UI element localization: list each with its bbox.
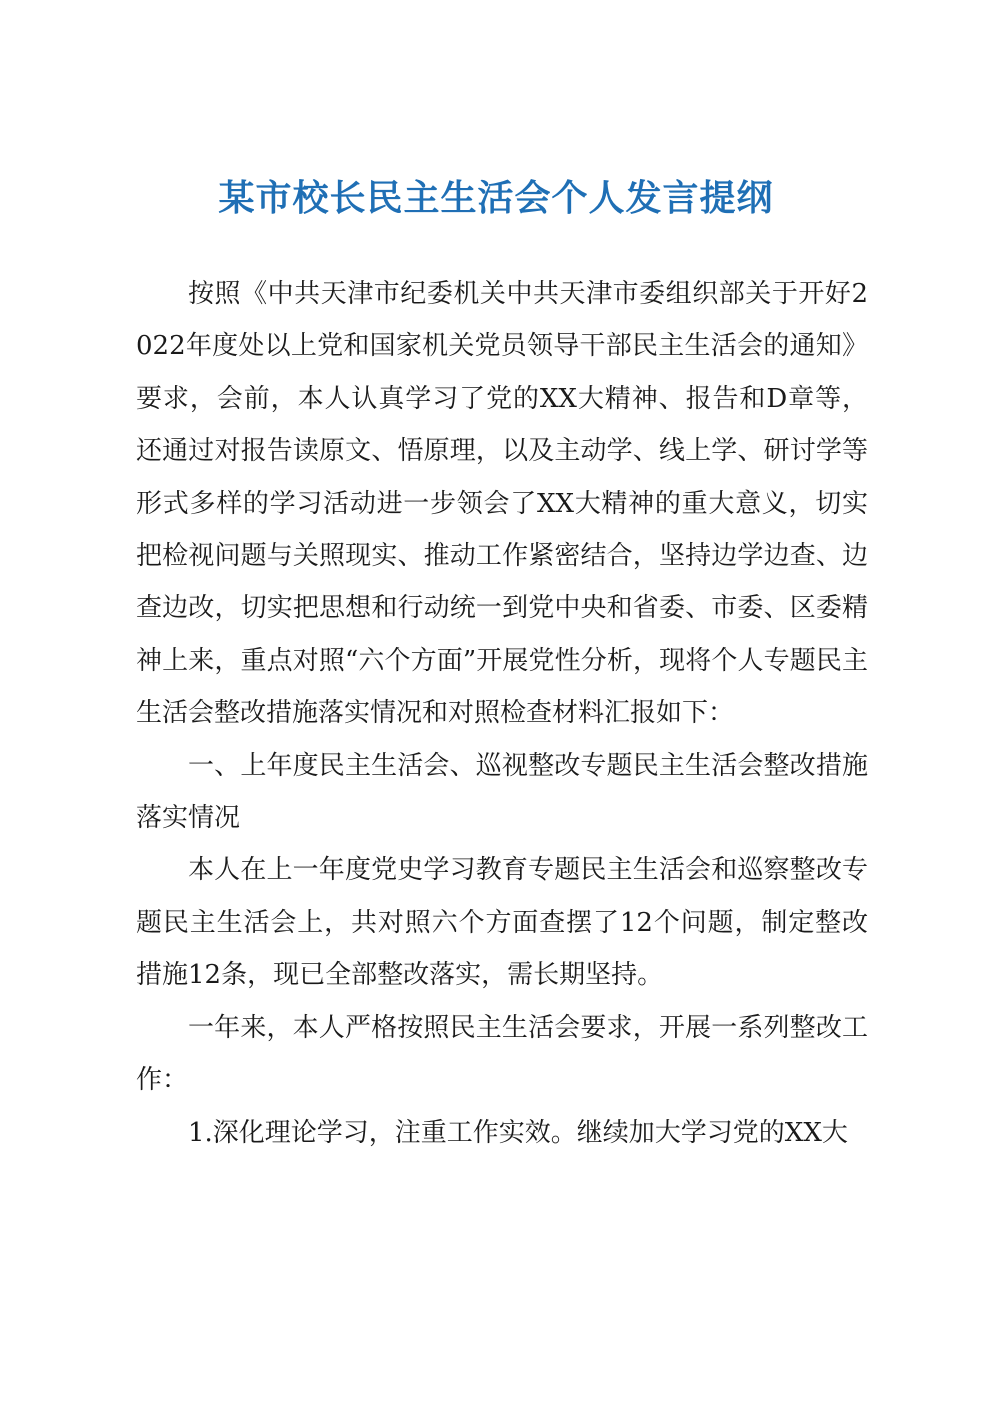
paragraph-work-summary: 一年来，本人严格按照民主生活会要求，开展一系列整改工作： [136, 1012, 868, 1096]
paragraph-intro: 按照《中共天津市纪委机关中共天津市委组织部关于开好2022年度处以上党和国家机关党员领导干部民主生活会的通知》要求，会前，本人认真学习了党的XX大精神、报告和D章等，还通过对报告读原文、悟原理，以及主动学、线上学、研讨学等形式多样的学习活动进一步领会了XX大精神的重大意义，切实把检视问题与关照现实、推动工作紧密结合，坚持边学边查、边查边改，切实把思想和行动统一到党中央和省委、市委、区委精神上来，重点对照“六个方面”开展党性分析，现将个人专题民主生活会整改措施落实情况和对照检查材料汇报如下： [136, 279, 868, 729]
section-heading-1: 一、上年度民主生活会、巡视整改专题民主生活会整改措施落实情况 [136, 750, 868, 834]
paragraph-section-1: 本人在上一年度党史学习教育专题民主生活会和巡察整改专题民主生活会上，共对照六个方面查摆了12个问题，制定整改措施12条，现已全部整改落实，需长期坚持。 [136, 855, 868, 991]
document-title: 某市校长民主生活会个人发言提纲 [218, 177, 774, 219]
document-body [136, 268, 868, 1159]
list-item-1: 1.深化理论学习，注重工作实效。继续加大学习党的XX大 [188, 1117, 848, 1148]
